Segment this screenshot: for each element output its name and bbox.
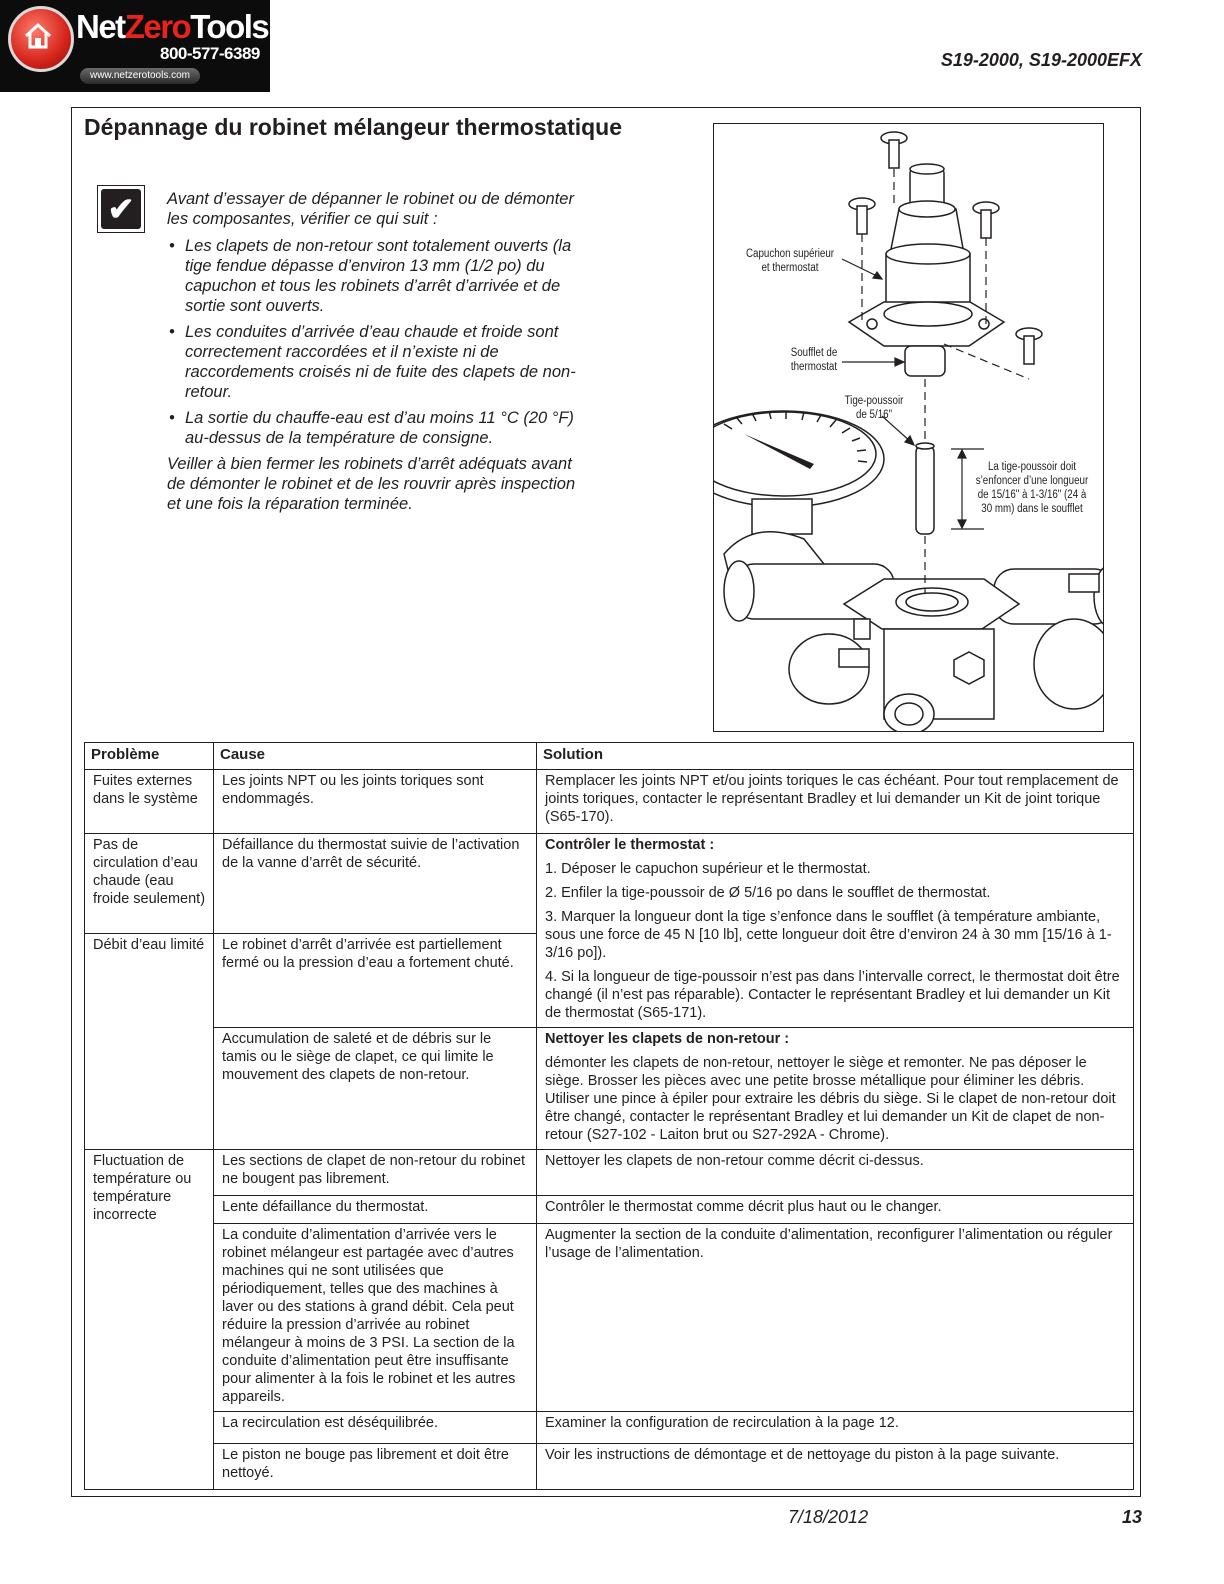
solution-cell [537, 1028, 1134, 1150]
model-number: S19-2000, S19-2000EFX [940, 50, 1142, 70]
netzerotools-logo [0, 0, 270, 92]
screw-icon [881, 132, 907, 168]
notes-list [167, 236, 587, 448]
header-cause: Cause [214, 743, 537, 770]
notes-bullet: • Les conduites d’arrivée d’eau chaude et froide sont correctement raccordées et il n’existe ni de raccordements croisés ni de fuite des clapets de non-retour. [167, 322, 587, 402]
solution-cell: Remplacer les joints NPT et/ou joints toriques le cas échéant. Pour tout remplacement de joints toriques, contacter le représentant Bradley et lui demander un Kit de joint torique (S65-170). [537, 770, 1134, 834]
problem-cell: Fluctuation de température ou température incorrecte [85, 1150, 214, 1490]
solution-step: 1. Déposer le capuchon supérieur et le thermostat. [545, 861, 871, 877]
label-depth: La tige-poussoir doit s’enfoncer d’une longueur de 15/16" à 1-3/16" (24 à 30 mm) dans le soufflet [975, 461, 1089, 515]
cause-cell: Le robinet d’arrêt d’arrivée est partiellement fermé ou la pression d’eau a fortement chuté. [214, 934, 537, 1028]
solution-heading: Contrôler le thermostat : [545, 837, 715, 853]
table-header-row [85, 743, 1134, 770]
notes-intro: Avant d’essayer de dépanner le robinet ou de démonter les composantes, vérifier ce qui suit : [167, 190, 574, 228]
label-bellows: Soufflet de thermostat [790, 347, 838, 373]
valve-illustration [714, 124, 1104, 732]
table-row [85, 1444, 1134, 1490]
cause-cell: Les joints NPT ou les joints toriques sont endommagés. [214, 770, 537, 834]
troubleshooting-table [84, 742, 1134, 1490]
label-cap: Capuchon supérieur et thermostat [745, 248, 835, 274]
notes-bullet: • La sortie du chauffe-eau est d’au moins 11 °C (20 °F) au-dessus de la température de consigne. [167, 408, 587, 448]
cause-cell: Défaillance du thermostat suivie de l’activation de la vanne d’arrêt de sécurité. [214, 834, 537, 934]
header-problem: Problème [85, 743, 214, 770]
solution-step: 3. Marquer la longueur dont la tige s’enfonce dans le soufflet (à température ambiante, sous une force de 45 N [10 lb], cette longueur doit être d’environ 24 à 30 mm [15/16 à 1-3/16 po]). [545, 909, 1112, 961]
cause-cell: La conduite d’alimentation d’arrivée vers le robinet mélangeur est partagée avec d’autres machines qui ne sont utilisées que périodiquement, telles que des machines à laver ou des stations à grand débit. Cela peut réduire la pression d’arrivée au robinet mélangeur à moins de 3 PSI. La section de la conduite d’alimentation peut être insuffisante pour alimenter à la fois le robinet et les autres appareils. [214, 1224, 537, 1412]
table-row [85, 1150, 1134, 1196]
logo-wordmark: NetZeroTools [76, 8, 269, 45]
cause-cell: Lente défaillance du thermostat. [214, 1196, 537, 1224]
solution-cell: Nettoyer les clapets de non-retour comme décrit ci-dessus. [537, 1150, 1134, 1196]
solution-cell: Augmenter la section de la conduite d’alimentation, reconfigurer l’alimentation ou réguler l’usage de l’alimentation. [537, 1224, 1134, 1412]
table-row [85, 1412, 1134, 1444]
solution-cell [537, 834, 1134, 1028]
table-row [85, 834, 1134, 934]
screw-icon [1016, 328, 1042, 364]
page-number: 13 [1122, 1507, 1143, 1527]
cause-cell: La recirculation est déséquilibrée. [214, 1412, 537, 1444]
footer-date: 7/18/2012 [788, 1507, 869, 1527]
notes-bullet: • Les clapets de non-retour sont totalement ouverts (la tige fendue dépasse d’environ 13 mm (1/2 po) du capuchon et tous les robinets d’arrêt d’arrivée et de sortie sont ouverts. [167, 236, 587, 316]
solution-step: 2. Enfiler la tige-poussoir de Ø 5/16 po dans le soufflet de thermostat. [545, 885, 991, 901]
solution-cell: Examiner la configuration de recirculation à la page 12. [537, 1412, 1134, 1444]
cause-cell: Accumulation de saleté et de débris sur le tamis ou le siège de clapet, ce qui limite le mouvement des clapets de non-retour. [214, 1028, 537, 1150]
logo-phone: 800-577-6389 [160, 44, 260, 63]
problem-cell: Pas de circulation d’eau chaude (eau froide seulement) [85, 834, 214, 934]
problem-cell: Fuites externes dans le système [85, 770, 214, 834]
solution-cell: Contrôler le thermostat comme décrit plus haut ou le changer. [537, 1196, 1134, 1224]
solution-cell: Voir les instructions de démontage et de nettoyage du piston à la page suivante. [537, 1444, 1134, 1490]
cause-cell: Les sections de clapet de non-retour du robinet ne bougent pas librement. [214, 1150, 537, 1196]
solution-step: 4. Si la longueur de tige-poussoir n’est pas dans l’intervalle correct, le thermostat doit être changé (il n’est pas réparable). Contacter le représentant Bradley et lui demander un Kit de thermostat (S65-171). [545, 969, 1120, 1021]
page-title: Dépannage du robinet mélangeur thermostatique [84, 114, 623, 140]
table-row [85, 770, 1134, 834]
solution-heading: Nettoyer les clapets de non-retour : [545, 1031, 790, 1047]
table-row [85, 1196, 1134, 1224]
cause-cell: Le piston ne bouge pas librement et doit être nettoyé. [214, 1444, 537, 1490]
label-pushpin: Tige-poussoir de 5/16" [844, 395, 904, 421]
header-solution: Solution [537, 743, 1134, 770]
screw-icon [849, 198, 875, 234]
table-row [85, 1028, 1134, 1150]
solution-text: démonter les clapets de non-retour, nettoyer le siège et remonter. Ne pas déposer le siège. Brosser les pièces avec une petite brosse métallique pour éliminer les débris. Utiliser une pince à épiler pour extraire les débris du siège. Si le clapet de non-retour doit être changé, contacter le représentant Bradley et lui demander un Kit de clapet de non-retour (S27-102 - Laiton brut ou S27-292A - Chrome). [545, 1055, 1116, 1143]
table-row [85, 1224, 1134, 1412]
problem-cell: Débit d’eau limité [85, 934, 214, 1150]
checkmark-icon: ✔ [97, 185, 145, 233]
thermostat-diagram [713, 123, 1104, 732]
logo-url: www.netzerotools.com [80, 68, 200, 84]
house-icon [22, 20, 54, 52]
precheck-notes [167, 189, 587, 514]
notes-closing: Veiller à bien fermer les robinets d’arrêt adéquats avant de démonter le robinet et de les rouvrir après inspection et une fois la réparation terminée. [167, 455, 576, 513]
screw-icon [973, 202, 999, 238]
